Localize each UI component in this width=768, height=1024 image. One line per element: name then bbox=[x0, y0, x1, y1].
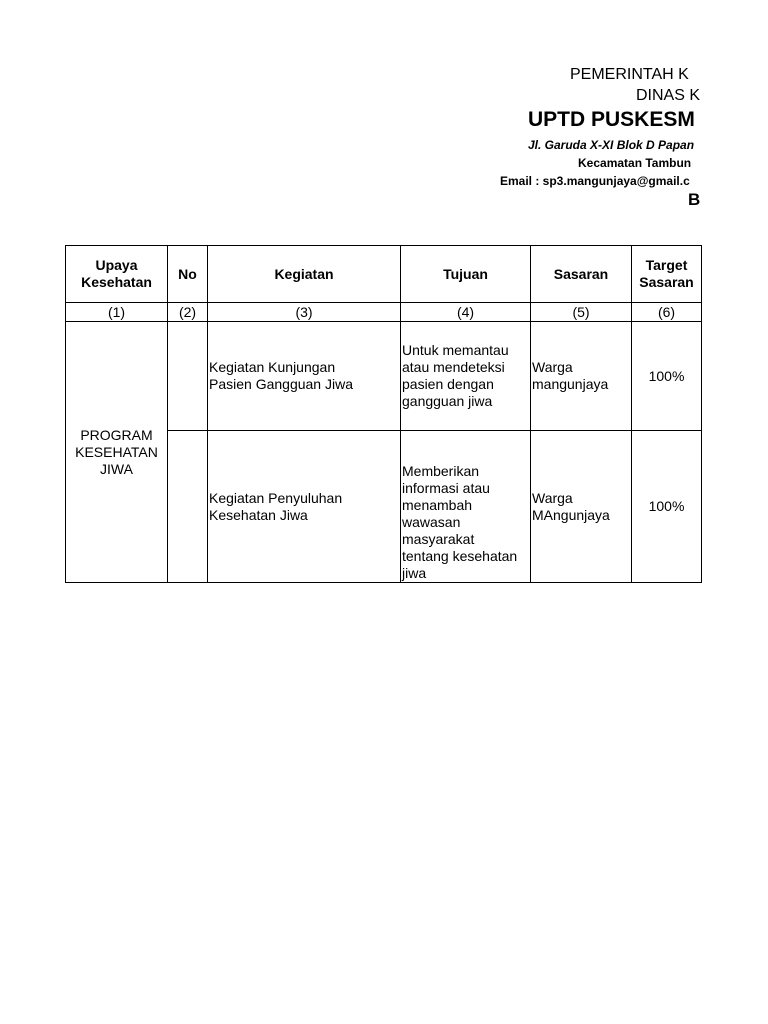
tujuan-line: informasi atau bbox=[402, 480, 490, 496]
row-target: 100% bbox=[632, 322, 702, 431]
tujuan-line: gangguan jiwa bbox=[402, 393, 493, 409]
row-kegiatan bbox=[208, 322, 401, 431]
tujuan-line: wawasan bbox=[402, 514, 461, 530]
sasaran-line: mangunjaya bbox=[532, 376, 609, 392]
kegiatan-line: Pasien Gangguan Jiwa bbox=[209, 376, 353, 392]
header-target-sasaran bbox=[632, 246, 702, 303]
header-address: Jl. Garuda X-XI Blok D Papan bbox=[528, 138, 695, 152]
header-government-line: PEMERINTAH K bbox=[570, 66, 689, 83]
column-number: (1) bbox=[66, 303, 168, 322]
kegiatan-line: Kegiatan Penyuluhan bbox=[209, 489, 343, 506]
sasaran-line: MAngunjaya bbox=[532, 506, 610, 523]
header-tujuan: Tujuan bbox=[401, 246, 531, 303]
header-email: Email : sp3.mangunjaya@gmail.c bbox=[500, 174, 690, 188]
program-line2: KESEHATAN bbox=[75, 443, 158, 460]
table-header-row bbox=[66, 246, 702, 303]
header-institution-title: UPTD PUSKESM bbox=[528, 108, 695, 131]
program-line1: PROGRAM bbox=[80, 426, 153, 443]
sasaran-line: Warga bbox=[532, 359, 573, 375]
header-upaya-line1: Upaya bbox=[95, 257, 138, 273]
kegiatan-line: Kesehatan Jiwa bbox=[209, 506, 308, 523]
header-no: No bbox=[168, 246, 208, 303]
row-sasaran bbox=[531, 322, 632, 431]
column-number: (5) bbox=[531, 303, 632, 322]
column-number: (3) bbox=[208, 303, 401, 322]
kegiatan-line: Kegiatan Kunjungan bbox=[209, 359, 336, 375]
table-row bbox=[66, 322, 702, 431]
column-number: (4) bbox=[401, 303, 531, 322]
row-tujuan bbox=[401, 431, 531, 583]
header-department-line: DINAS K bbox=[636, 87, 701, 104]
column-number: (2) bbox=[168, 303, 208, 322]
program-cell bbox=[66, 322, 168, 583]
tujuan-line: menambah bbox=[402, 497, 473, 513]
tujuan-line: Memberikan bbox=[402, 463, 480, 479]
activity-table bbox=[65, 245, 702, 583]
column-number-row bbox=[66, 303, 702, 322]
tujuan-line: masyarakat bbox=[402, 531, 475, 547]
row-no bbox=[168, 431, 208, 583]
tujuan-line: jiwa bbox=[402, 565, 427, 581]
row-kegiatan bbox=[208, 431, 401, 583]
column-number: (6) bbox=[632, 303, 702, 322]
tujuan-line: tentang kesehatan bbox=[402, 548, 518, 564]
header-subtitle: B bbox=[688, 190, 701, 209]
header-upaya-kesehatan bbox=[66, 246, 168, 303]
program-line3: JIWA bbox=[100, 460, 133, 477]
header-target-line1: Target bbox=[645, 257, 688, 273]
header-kegiatan: Kegiatan bbox=[208, 246, 401, 303]
sasaran-line: Warga bbox=[532, 489, 573, 506]
row-target: 100% bbox=[632, 431, 702, 583]
tujuan-line: pasien dengan bbox=[402, 376, 494, 392]
row-sasaran bbox=[531, 431, 632, 583]
row-tujuan bbox=[401, 322, 531, 431]
row-no bbox=[168, 322, 208, 431]
tujuan-line: Untuk memantau bbox=[402, 342, 509, 358]
tujuan-line: atau mendeteksi bbox=[402, 359, 505, 375]
header-upaya-line2: Kesehatan bbox=[81, 274, 152, 290]
header-target-line2: Sasaran bbox=[639, 274, 694, 290]
header-sasaran: Sasaran bbox=[531, 246, 632, 303]
header-district: Kecamatan Tambun bbox=[578, 156, 692, 170]
